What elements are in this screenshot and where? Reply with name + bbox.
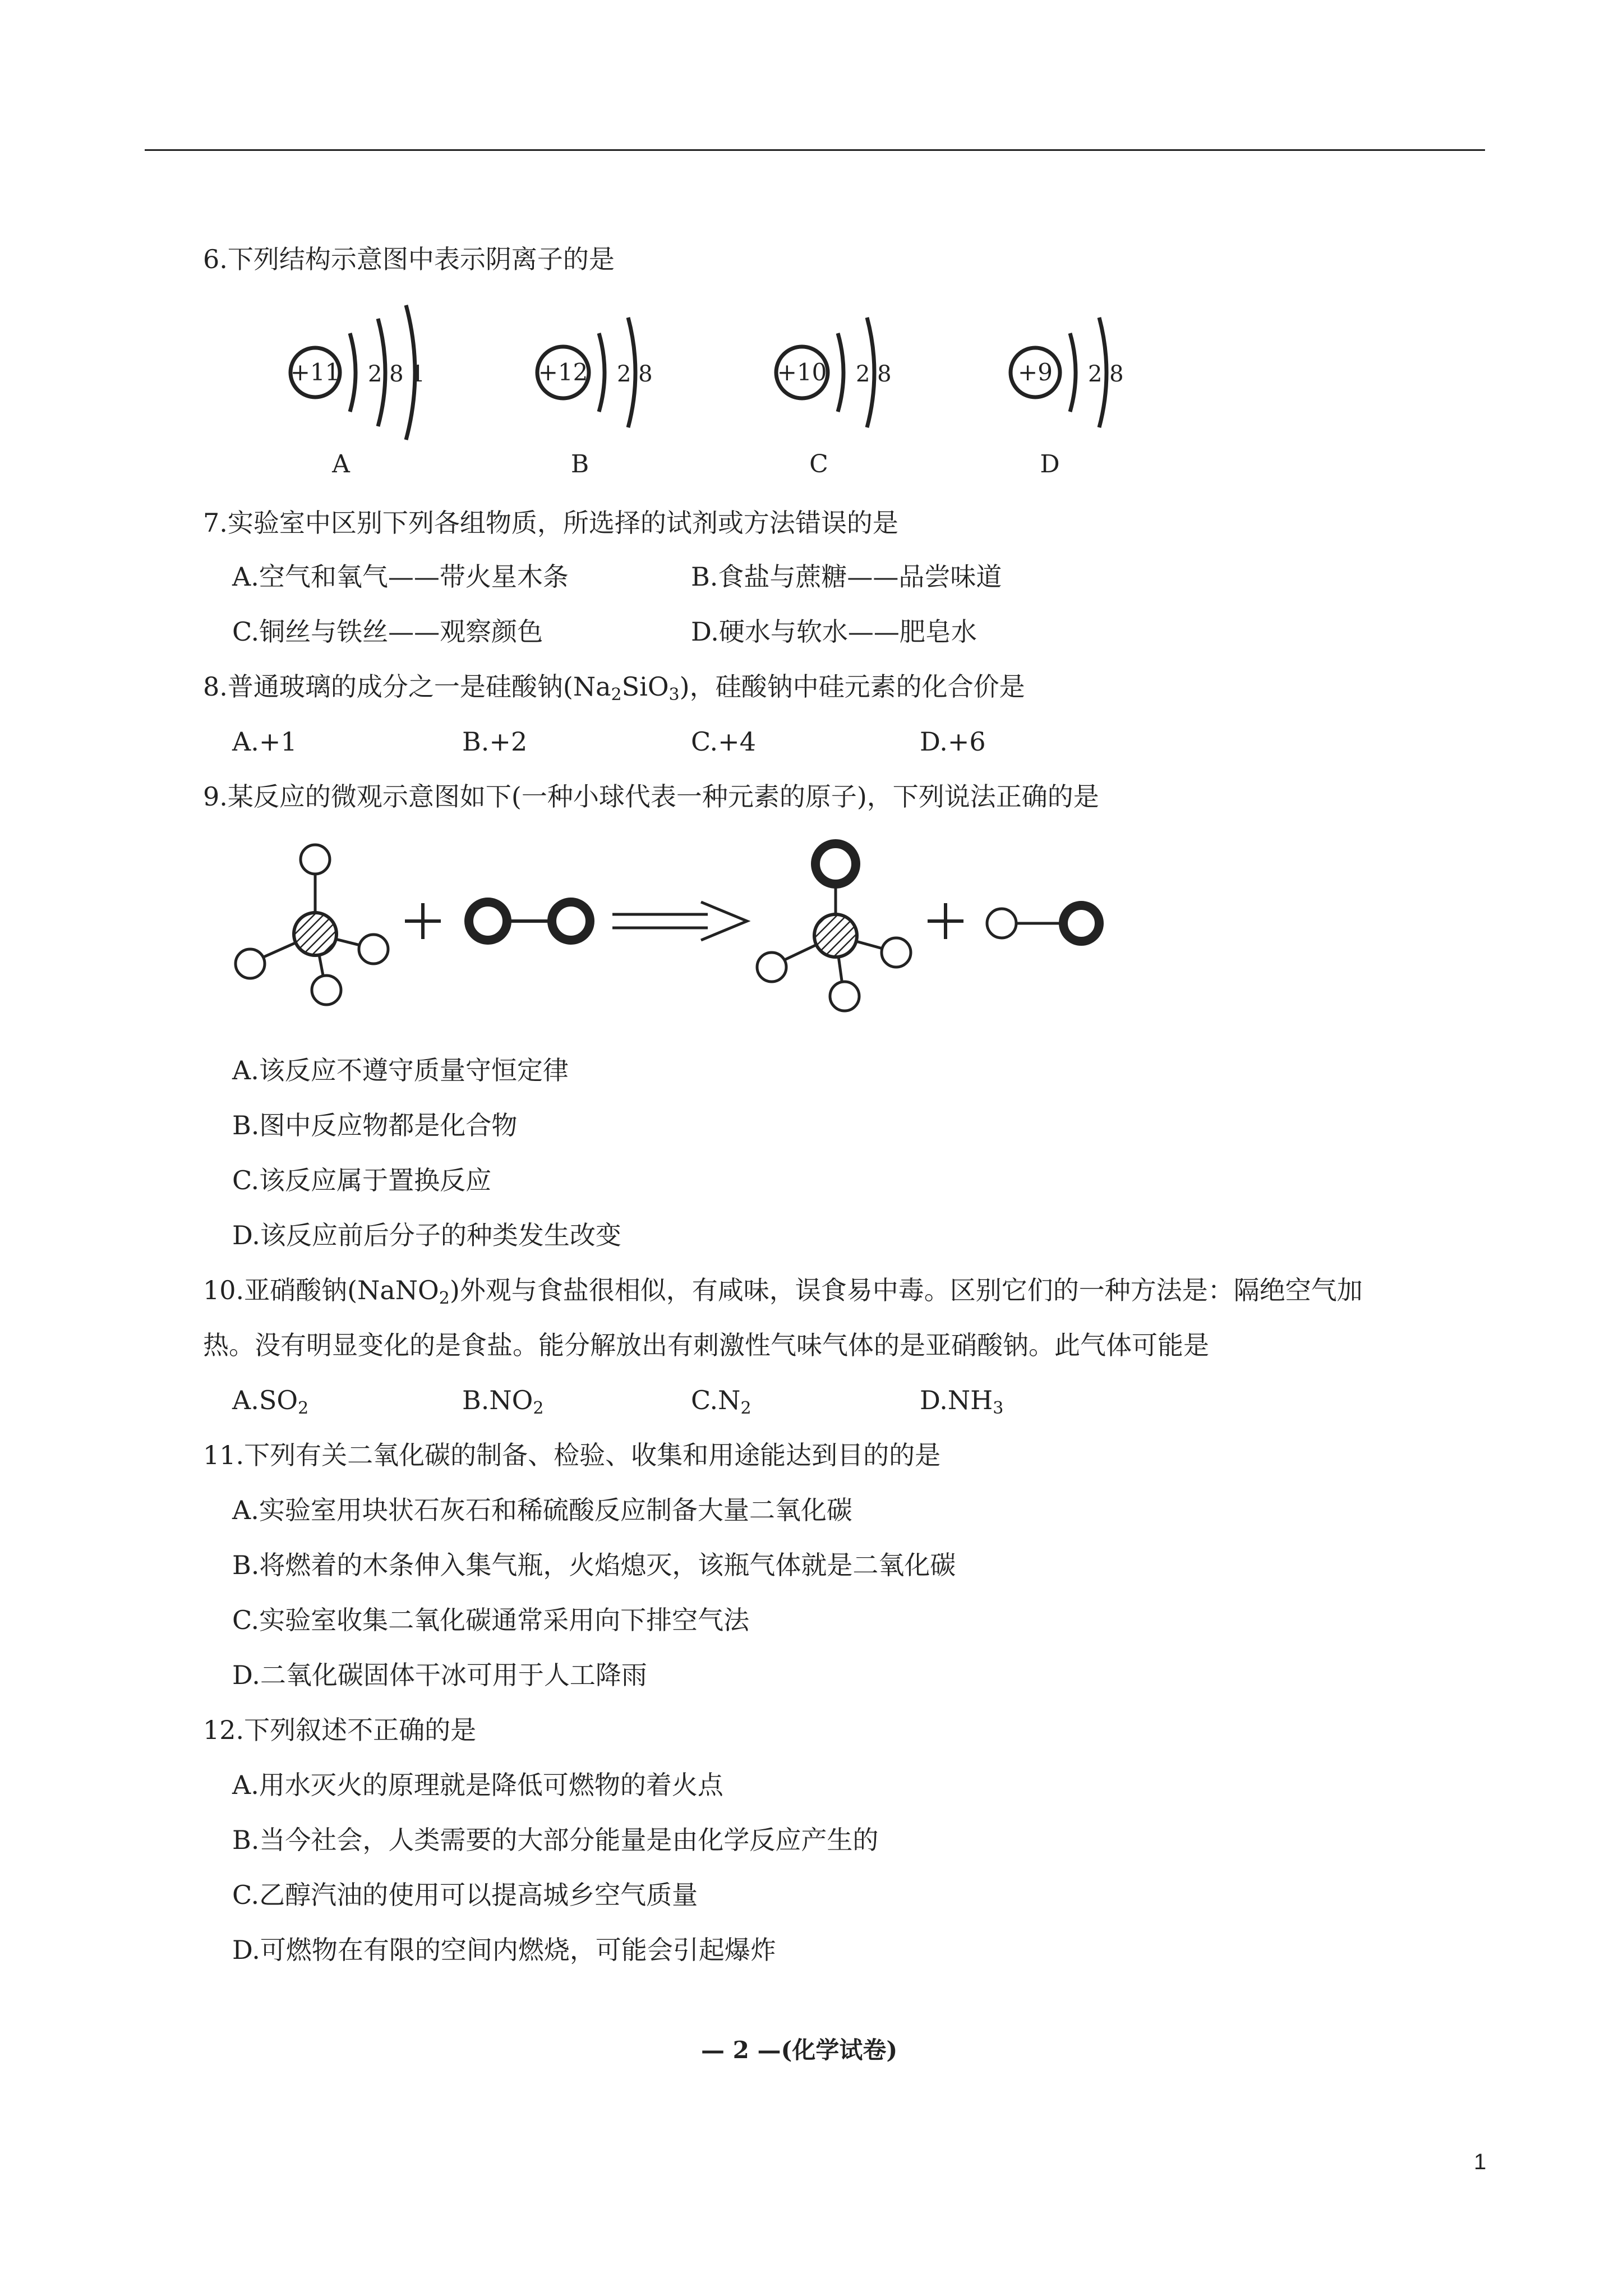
q8-subscript: 3 bbox=[668, 685, 680, 705]
q8-stem-part: SiO bbox=[621, 671, 669, 702]
q8-subscript: 2 bbox=[611, 685, 622, 705]
q7-option-b: B.食盐与蔗糖——品尝味道 bbox=[691, 562, 1002, 592]
nucleus-charge: +10 bbox=[777, 358, 827, 386]
q10-subscript: 2 bbox=[533, 1398, 544, 1418]
q11-option-c: C.实验室收集二氧化碳通常采用向下排空气法 bbox=[232, 1605, 750, 1635]
q8-option-a: A.+1 bbox=[232, 726, 297, 757]
q7-option-a: A.空气和氧气——带火星木条 bbox=[232, 562, 569, 592]
nucleus-charge: +9 bbox=[1018, 358, 1053, 386]
q10-option-a bbox=[232, 1383, 308, 1417]
product-molecule-1 bbox=[757, 844, 911, 1011]
q12-option-a: A.用水灭火的原理就是降低可燃物的着火点 bbox=[232, 1770, 723, 1800]
shell-electrons: 2 8 bbox=[617, 361, 653, 387]
q10-text-part: 10.亚硝酸钠(NaNO bbox=[203, 1275, 439, 1305]
q10-option-b bbox=[462, 1383, 543, 1417]
q8-option-d: D.+6 bbox=[920, 726, 986, 757]
product-molecule-2 bbox=[987, 905, 1099, 941]
q11-option-d: D.二氧化碳固体干冰可用于人工降雨 bbox=[232, 1660, 647, 1690]
q11-stem: 11.下列有关二氧化碳的制备、检验、收集和用途能达到目的的是 bbox=[203, 1440, 941, 1470]
nucleus-charge: +12 bbox=[538, 358, 588, 386]
q10-subscript: 2 bbox=[439, 1289, 450, 1308]
q12-option-c: C.乙醇汽油的使用可以提高城乡空气质量 bbox=[232, 1880, 698, 1910]
reactant-molecule-1 bbox=[236, 845, 388, 1005]
q8-option-b: B.+2 bbox=[462, 726, 528, 757]
shell-electrons: 2 8 1 bbox=[368, 361, 425, 387]
q10-option-text: A.SO bbox=[232, 1385, 298, 1415]
shell-electrons: 2 8 bbox=[1088, 361, 1124, 387]
reactant-molecule-2 bbox=[469, 902, 590, 940]
q11-option-b: B.将燃着的木条伸入集气瓶，火焰熄灭，该瓶气体就是二氧化碳 bbox=[232, 1550, 956, 1580]
q10-option-text: C.N bbox=[691, 1385, 741, 1415]
q7-option-d: D.硬水与软水——肥皂水 bbox=[691, 616, 977, 647]
q12-option-b: B.当今社会，人类需要的大部分能量是由化学反应产生的 bbox=[232, 1825, 879, 1855]
atom-label-a: A bbox=[332, 450, 350, 478]
q10-subscript: 2 bbox=[298, 1398, 309, 1418]
atom-label-c: C bbox=[809, 450, 828, 478]
nucleus-charge: +11 bbox=[290, 358, 340, 386]
q9-option-c: C.该反应属于置换反应 bbox=[232, 1165, 492, 1195]
q10-line-1 bbox=[203, 1273, 1363, 1307]
reaction-micro-diagram bbox=[0, 0, 1623, 1066]
q8-stem-part: )，硅酸钠中硅元素的化合价是 bbox=[679, 671, 1025, 702]
reaction-arrow bbox=[612, 902, 747, 940]
q12-stem: 12.下列叙述不正确的是 bbox=[203, 1715, 477, 1745]
q9-option-b: B.图中反应物都是化合物 bbox=[232, 1110, 518, 1140]
shell-electrons: 2 8 bbox=[856, 361, 892, 387]
q10-text-part: )外观与食盐很相似，有咸味，误食易中毒。区别它们的一种方法是：隔绝空气加 bbox=[449, 1275, 1363, 1305]
q10-subscript: 2 bbox=[740, 1398, 751, 1418]
q10-option-d bbox=[920, 1383, 1003, 1417]
q6-stem: 6.下列结构示意图中表示阴离子的是 bbox=[203, 244, 615, 274]
q9-stem: 9.某反应的微观示意图如下(一种小球代表一种元素的原子)，下列说法正确的是 bbox=[203, 781, 1099, 812]
q10-option-c bbox=[691, 1383, 751, 1417]
q10-option-text: B.NO bbox=[462, 1385, 533, 1415]
q7-option-c: C.铜丝与铁丝——观察颜色 bbox=[232, 616, 543, 647]
q10-subscript: 3 bbox=[993, 1398, 1004, 1418]
q10-line-2: 热。没有明显变化的是食盐。能分解放出有刺激性气味气体的是亚硝酸钠。此气体可能是 bbox=[203, 1330, 1209, 1360]
q10-option-text: D.NH bbox=[920, 1385, 993, 1415]
q11-option-a: A.实验室用块状石灰石和稀硫酸反应制备大量二氧化碳 bbox=[232, 1495, 852, 1525]
q9-option-a: A.该反应不遵守质量守恒定律 bbox=[232, 1055, 569, 1085]
q7-stem: 7.实验室中区别下列各组物质，所选择的试剂或方法错误的是 bbox=[203, 508, 898, 538]
page-number: 1 bbox=[1474, 2150, 1487, 2174]
q8-stem-part: 8.普通玻璃的成分之一是硅酸钠(Na bbox=[203, 671, 611, 702]
atom-label-d: D bbox=[1040, 450, 1060, 478]
q12-option-d: D.可燃物在有限的空间内燃烧，可能会引起爆炸 bbox=[232, 1935, 776, 1965]
q8-option-c: C.+4 bbox=[691, 726, 756, 757]
page-footer: — 2 —(化学试卷) bbox=[701, 2036, 898, 2064]
atom-label-b: B bbox=[570, 450, 589, 478]
q9-option-d: D.该反应前后分子的种类发生改变 bbox=[232, 1220, 621, 1250]
